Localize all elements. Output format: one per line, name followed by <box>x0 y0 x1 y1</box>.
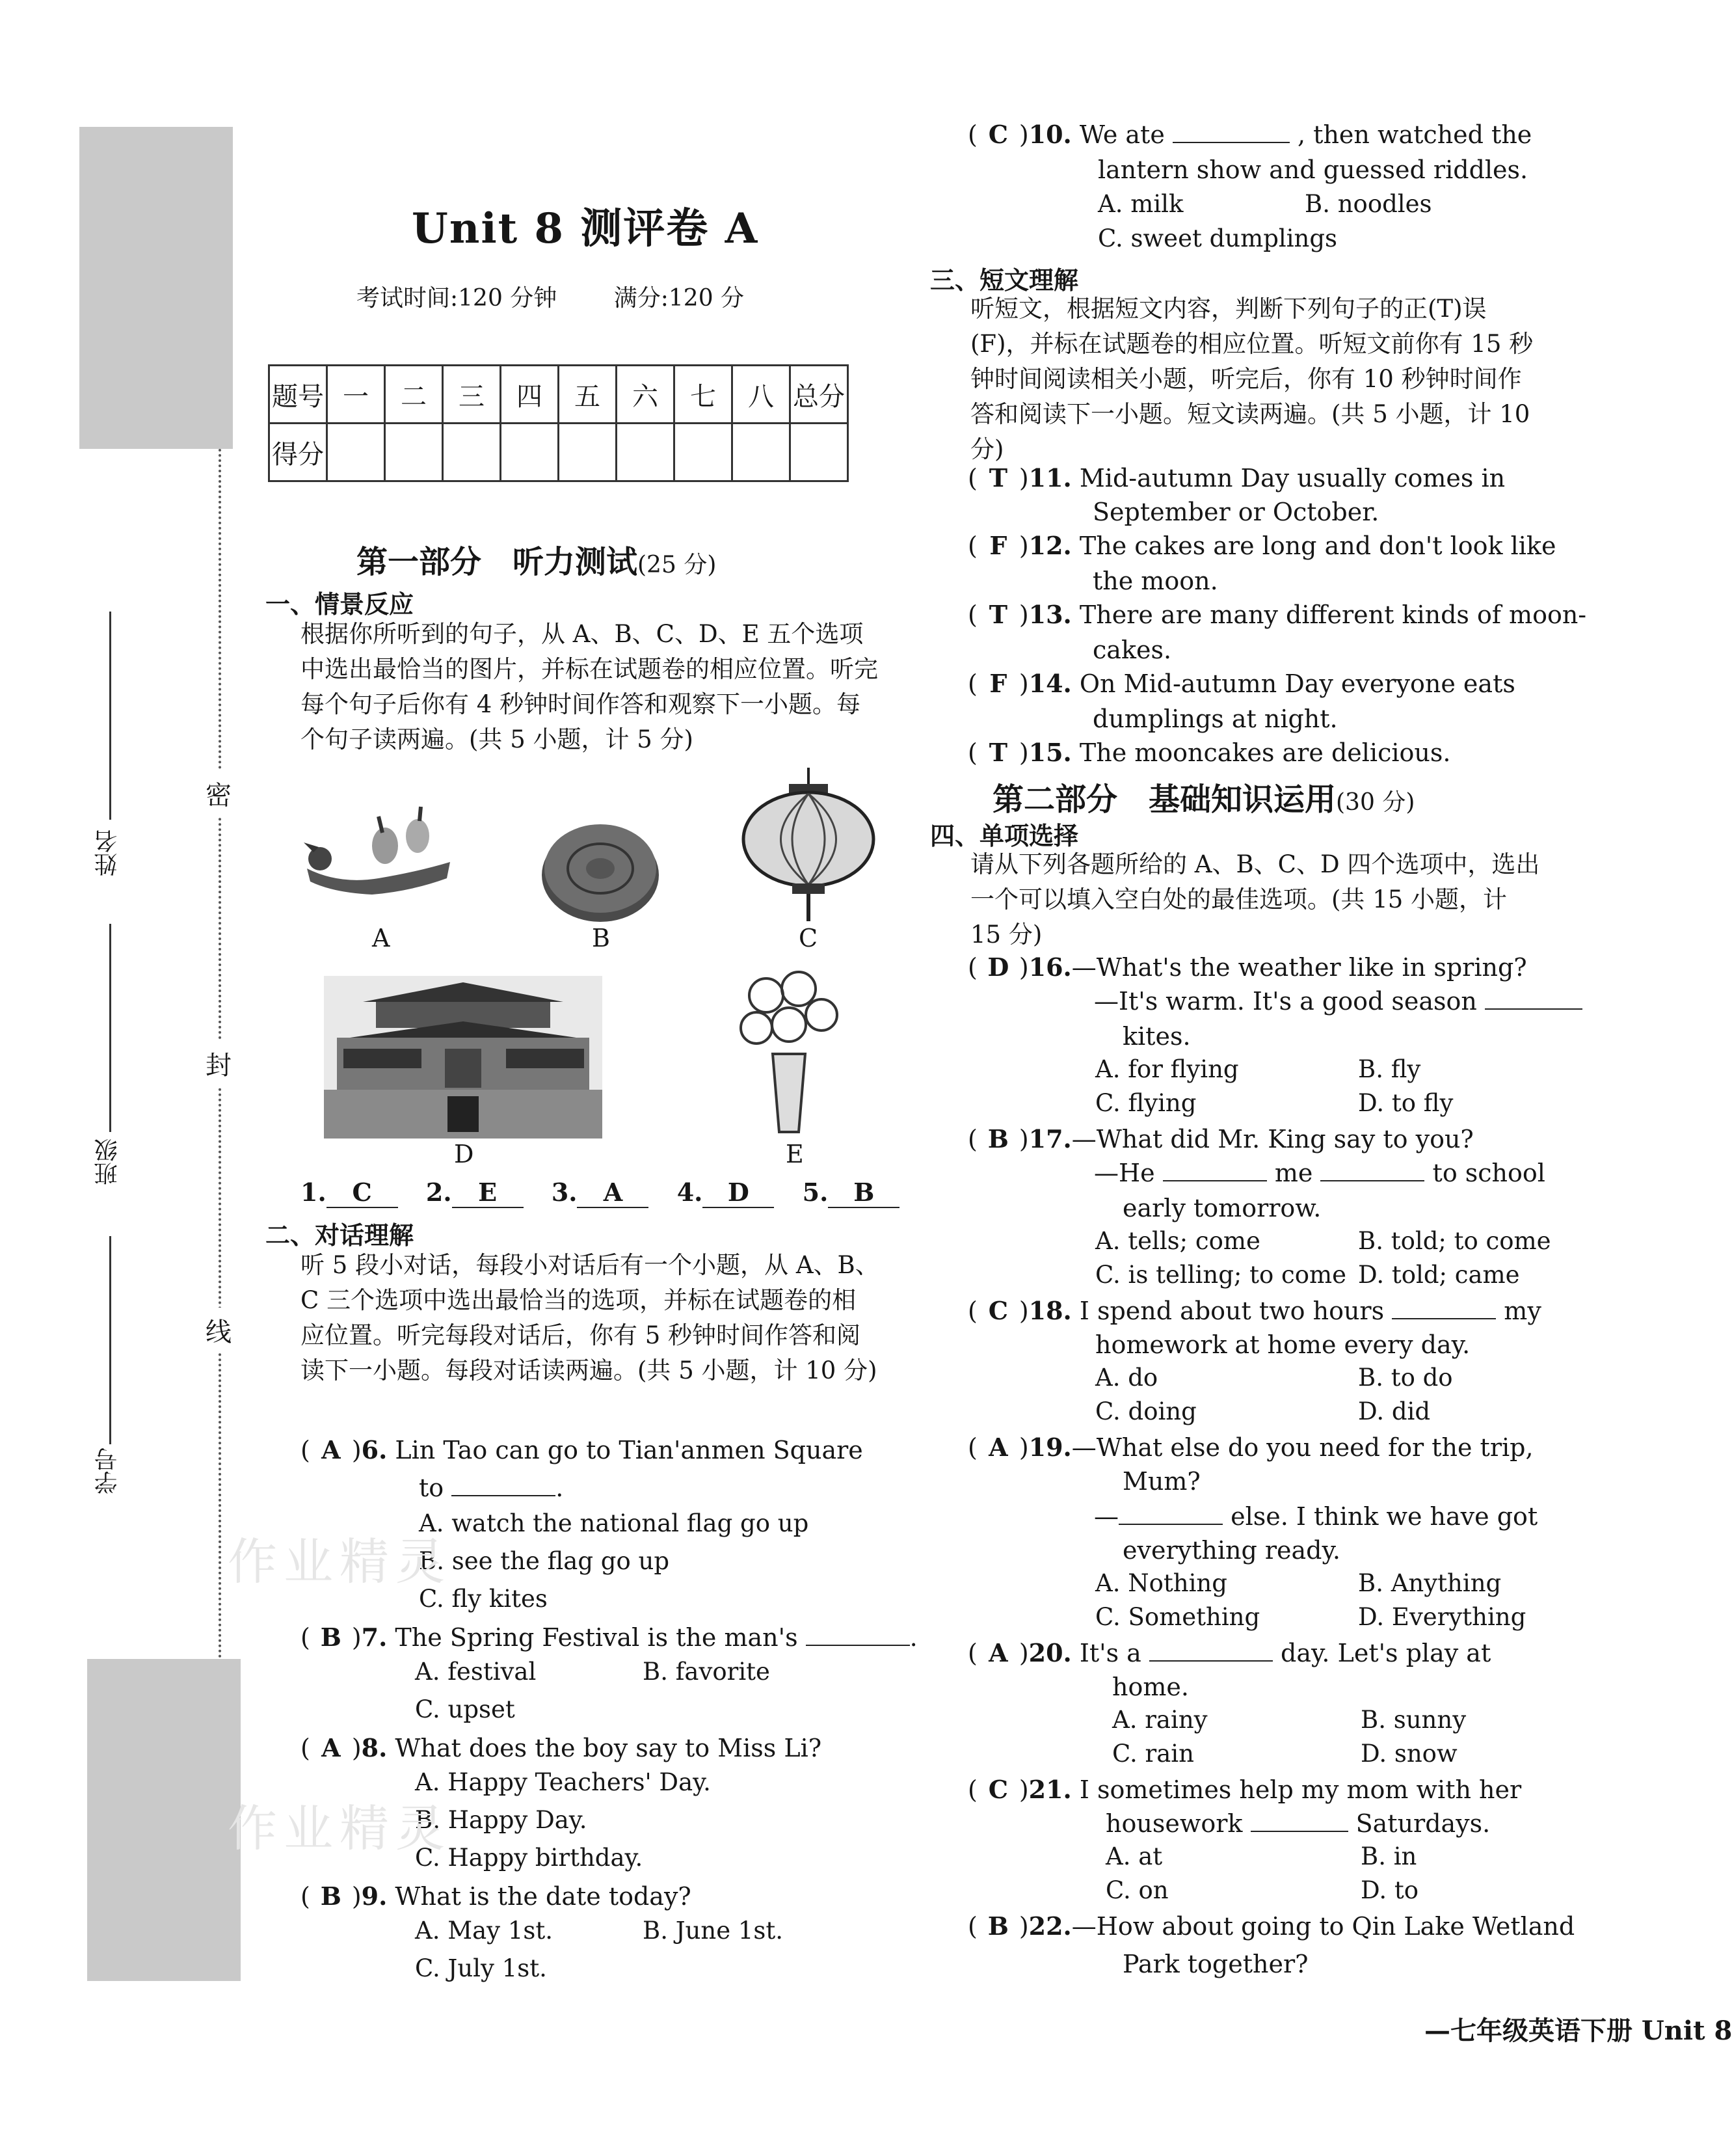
q7-option-b[interactable]: B. favorite <box>643 1658 770 1686</box>
picture-label-b: B <box>592 924 610 952</box>
seal-char-mi: 密 <box>206 771 232 816</box>
q17-option-a[interactable]: A. tells; come <box>1095 1227 1260 1255</box>
score-cell: 四 <box>501 366 559 424</box>
tiananmen-icon <box>324 976 602 1139</box>
student-id-label: 学号 <box>94 1448 121 1494</box>
q21-option-d[interactable]: D. to <box>1361 1876 1419 1904</box>
question-16-line2: —It's warm. It's a good season <box>1094 984 1582 1019</box>
q7-option-a[interactable]: A. festival <box>415 1658 537 1686</box>
question-6: ( A )6. Lin Tao can go to Tian'anmen Square <box>300 1435 863 1464</box>
q18-option-d[interactable]: D. did <box>1358 1397 1431 1425</box>
question-21: ( C )21. I sometimes help my mom with her <box>968 1775 1522 1804</box>
question-17-line3: early tomorrow. <box>1123 1194 1322 1222</box>
name-label: 姓名 <box>94 829 121 876</box>
question-12: ( F )12. The cakes are long and don't look like <box>968 531 1556 560</box>
q6-option-c[interactable]: C. fly kites <box>419 1585 548 1613</box>
score-cell: 二 <box>385 366 443 424</box>
score-input-cell[interactable] <box>790 424 848 481</box>
q6-option-b[interactable]: B. see the flag go up <box>419 1547 670 1575</box>
sec1-title: 一、情景反应 <box>265 589 414 619</box>
answer-blank[interactable] <box>1392 1299 1496 1319</box>
question-16-line3: kites. <box>1123 1022 1191 1051</box>
answer-blank[interactable]: B <box>828 1178 899 1208</box>
q10-option-b[interactable]: B. noodles <box>1305 190 1432 218</box>
question-16: ( D )16.—What's the weather like in spring? <box>968 952 1527 982</box>
q10-option-a[interactable]: A. milk <box>1098 190 1184 218</box>
answer-blank[interactable] <box>1251 1811 1348 1832</box>
score-cell: 三 <box>443 366 501 424</box>
score-cell: 七 <box>674 366 732 424</box>
mooncake-icon <box>539 813 662 924</box>
picture-label-d: D <box>454 1140 474 1168</box>
exam-time: 考试时间:120 分钟 <box>356 285 557 312</box>
watermark: 作业精灵 <box>228 1799 451 1857</box>
q16-option-a[interactable]: A. for flying <box>1095 1055 1239 1083</box>
q17-option-d[interactable]: D. told; came <box>1358 1261 1520 1289</box>
q8-option-a[interactable]: A. Happy Teachers' Day. <box>415 1768 711 1796</box>
sec2-title: 二、对话理解 <box>265 1220 414 1250</box>
question-12-line2: the moon. <box>1093 567 1218 595</box>
seal-char-xian: 线 <box>206 1308 232 1353</box>
q8-option-c[interactable]: C. Happy birthday. <box>415 1844 643 1872</box>
score-cell: 总分 <box>790 366 848 424</box>
picture-label-c: C <box>799 924 818 952</box>
q19-option-a[interactable]: A. Nothing <box>1095 1569 1227 1597</box>
question-18-line2: homework at home every day. <box>1095 1330 1471 1359</box>
q20-option-d[interactable]: D. snow <box>1361 1740 1458 1768</box>
question-20-line2: home. <box>1112 1673 1189 1701</box>
q21-option-a[interactable]: A. at <box>1106 1842 1163 1870</box>
question-13: ( T )13. There are many different kinds of moon- <box>968 600 1587 629</box>
question-20: ( A )20. It's a day. Let's play at <box>968 1638 1491 1667</box>
question-8: ( A )8. What does the boy say to Miss Li? <box>300 1733 822 1762</box>
q10-option-c[interactable]: C. sweet dumplings <box>1098 224 1338 252</box>
q7-option-c[interactable]: C. upset <box>415 1695 515 1723</box>
question-13-line2: cakes. <box>1093 636 1172 664</box>
student-id-line <box>109 1236 111 1444</box>
question-19: ( A )19.—What else do you need for the trip, <box>968 1433 1534 1462</box>
score-cell: 一 <box>327 366 385 424</box>
q16-option-d[interactable]: D. to fly <box>1358 1089 1454 1117</box>
score-input-cell[interactable] <box>559 424 617 481</box>
picture-label-e: E <box>786 1140 804 1168</box>
margin-gray-block-top <box>79 127 233 449</box>
q17-option-b[interactable]: B. told; to come <box>1358 1227 1551 1255</box>
question-17-line2: —He me to school <box>1094 1159 1545 1187</box>
score-input-cell[interactable] <box>617 424 674 481</box>
question-6-line2: to . <box>419 1474 564 1502</box>
answer-blank[interactable]: D <box>702 1178 774 1208</box>
sec4-instructions: 请从下列各题所给的 A、B、C、D 四个选项中，选出一个可以填入空白处的最佳选项。(共 15 小题，计 15 分) <box>970 850 1540 949</box>
class-label: 班级 <box>94 1139 121 1185</box>
q9-option-b[interactable]: B. June 1st. <box>643 1917 784 1945</box>
q20-option-c[interactable]: C. rain <box>1112 1740 1194 1768</box>
q18-option-b[interactable]: B. to do <box>1358 1364 1453 1392</box>
sec1-answer-row: 1. C 2. E 3. A 4. D 5. B <box>300 1178 919 1208</box>
q17-option-c[interactable]: C. is telling; to come <box>1095 1261 1346 1289</box>
question-11-line2: September or October. <box>1093 498 1379 526</box>
q21-option-c[interactable]: C. on <box>1106 1876 1169 1904</box>
score-cell: 题号 <box>269 366 327 424</box>
q18-option-a[interactable]: A. do <box>1095 1364 1158 1392</box>
score-input-cell[interactable] <box>501 424 559 481</box>
dragon-boat-icon <box>300 807 457 904</box>
watermark: 作业精灵 <box>228 1533 451 1591</box>
answer-blank[interactable] <box>1163 1161 1267 1181</box>
seal-char-feng: 封 <box>206 1041 232 1086</box>
page-title: Unit 8 测评卷 A <box>412 204 759 253</box>
class-line <box>109 924 111 1132</box>
question-10-line2: lantern show and guessed riddles. <box>1098 155 1528 184</box>
question-7: ( B )7. The Spring Festival is the man's . <box>300 1623 918 1652</box>
sec2-instructions: 听 5 段小对话，每段小对话后有一个小题，从 A、B、C 三个选项中选出最恰当的选项，并标在试题卷的相应位置。听完每段对话后，你有 5 秒钟时间作答和阅读下一小题。每段对话读两遍。(共 5 小题，计 10 分) <box>300 1251 879 1384</box>
question-17: ( B )17.—What did Mr. King say to you? <box>968 1124 1474 1153</box>
score-table-score-row <box>269 424 848 481</box>
q19-option-d[interactable]: D. Everything <box>1358 1603 1526 1631</box>
answer-blank[interactable] <box>1320 1161 1424 1181</box>
question-22-line2: Park together? <box>1123 1950 1309 1978</box>
q20-option-b[interactable]: B. sunny <box>1361 1706 1467 1734</box>
q18-option-c[interactable]: C. doing <box>1095 1397 1197 1425</box>
question-19-line2: Mum? <box>1123 1467 1201 1496</box>
picture-label-a: A <box>372 924 390 952</box>
q19-option-c[interactable]: C. Something <box>1095 1603 1260 1631</box>
full-score: 满分:120 分 <box>613 285 745 312</box>
sec3-title: 三、短文理解 <box>930 265 1079 295</box>
question-22: ( B )22.—How about going to Qin Lake Wetland <box>968 1911 1575 1941</box>
part2-title: 第二部分 基础知识运用(30 分) <box>993 781 1415 818</box>
question-19-line3: — else. I think we have got <box>1094 1502 1538 1531</box>
score-input-cell[interactable] <box>385 424 443 481</box>
answer-blank[interactable] <box>1149 1641 1273 1662</box>
answer-blank[interactable]: C <box>326 1178 398 1208</box>
question-21-line2: housework Saturdays. <box>1106 1809 1491 1838</box>
part1-title: 第一部分 听力测试(25 分) <box>356 544 717 580</box>
exam-info <box>356 280 793 313</box>
score-cell: 得分 <box>269 424 327 481</box>
lantern-icon <box>740 768 877 924</box>
score-table <box>268 364 849 482</box>
q21-option-b[interactable]: B. in <box>1361 1842 1417 1870</box>
q20-option-a[interactable]: A. rainy <box>1112 1706 1208 1734</box>
score-input-cell[interactable] <box>327 424 385 481</box>
question-15: ( T )15. The mooncakes are delicious. <box>968 738 1451 767</box>
answer-blank[interactable] <box>1119 1504 1223 1525</box>
q16-option-c[interactable]: C. flying <box>1095 1089 1197 1117</box>
flowers-icon <box>734 969 844 1139</box>
answer-blank[interactable]: A <box>577 1178 648 1208</box>
answer-blank[interactable] <box>1173 122 1290 143</box>
score-cell: 八 <box>732 366 790 424</box>
score-input-cell[interactable] <box>674 424 732 481</box>
margin-gray-block-bottom <box>87 1659 241 1981</box>
page-footer: —七年级英语下册 Unit 8 <box>1424 2015 1732 2046</box>
answer-blank[interactable] <box>806 1625 910 1646</box>
q19-option-b[interactable]: B. Anything <box>1358 1569 1502 1597</box>
score-input-cell[interactable] <box>443 424 501 481</box>
question-9: ( B )9. What is the date today? <box>300 1881 691 1911</box>
question-14-line2: dumplings at night. <box>1093 705 1338 733</box>
score-cell: 五 <box>559 366 617 424</box>
score-cell: 六 <box>617 366 674 424</box>
sec1-instructions: 根据你所听到的句子，从 A、B、C、D、E 五个选项中选出最恰当的图片，并标在试题卷的相应位置。听完每个句子后你有 4 秒钟时间作答和观察下一小题。每个句子读两遍。(共 5 小题，计 5 分) <box>300 620 878 753</box>
question-18: ( C )18. I spend about two hours my <box>968 1296 1541 1325</box>
q6-option-a[interactable]: A. watch the national flag go up <box>419 1509 809 1537</box>
q16-option-b[interactable]: B. fly <box>1358 1055 1421 1083</box>
question-11: ( T )11. Mid-autumn Day usually comes in <box>968 463 1506 492</box>
sec3-instructions: 听短文，根据短文内容，判断下列句子的正(T)误(F)，并标在试题卷的相应位置。听短文前你有 15 秒钟时间阅读相关小题，听完后，你有 10 秒钟时间作答和阅读下一小题。短文读两遍。(共 5 小题，计 10 分) <box>970 295 1534 463</box>
score-table-header-row <box>269 366 848 424</box>
q8-option-b[interactable]: B. Happy Day. <box>415 1806 587 1834</box>
question-19-line4: everything ready. <box>1123 1536 1340 1565</box>
answer-blank[interactable] <box>451 1476 555 1496</box>
question-10: ( C )10. We ate , then watched the <box>968 120 1532 149</box>
question-14: ( F )14. On Mid-autumn Day everyone eats <box>968 669 1515 698</box>
q9-option-c[interactable]: C. July 1st. <box>415 1954 547 1982</box>
name-line <box>109 612 111 820</box>
sec4-title: 四、单项选择 <box>930 821 1079 850</box>
score-input-cell[interactable] <box>732 424 790 481</box>
answer-blank[interactable] <box>1485 989 1582 1010</box>
answer-blank[interactable]: E <box>452 1178 524 1208</box>
q9-option-a[interactable]: A. May 1st. <box>415 1917 553 1945</box>
